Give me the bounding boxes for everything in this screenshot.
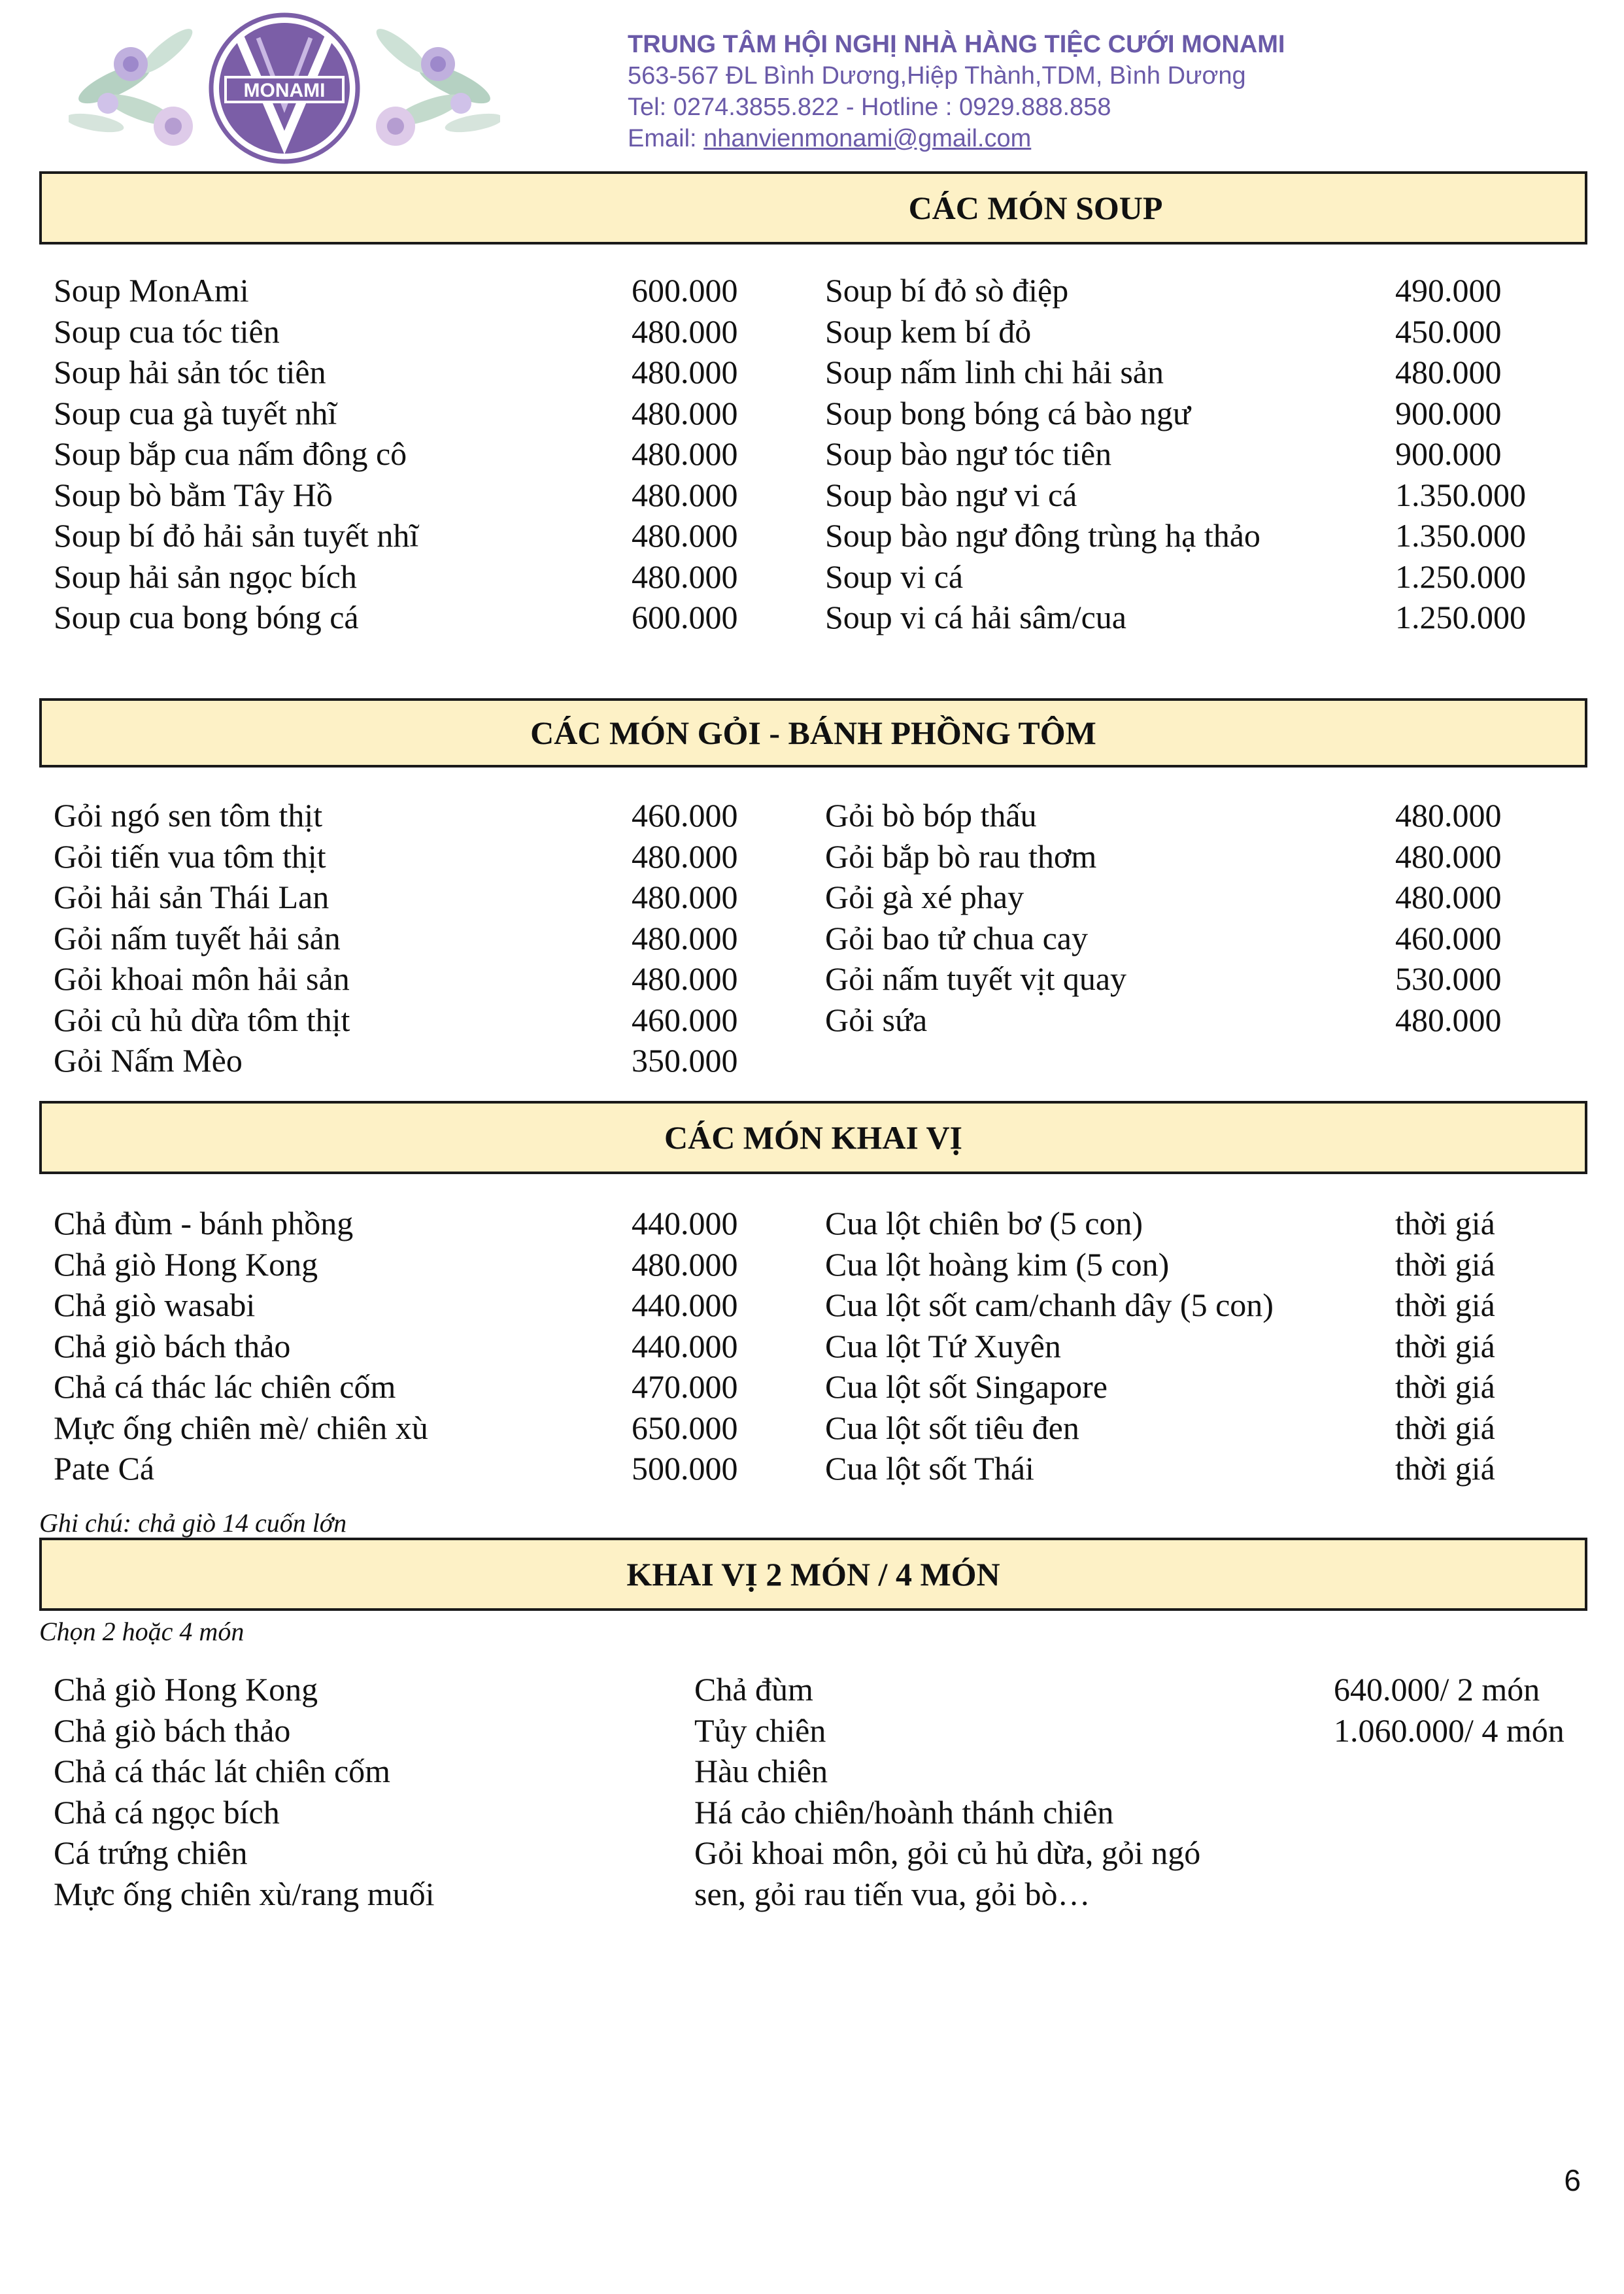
menu-item-price: 600.000 [632,272,738,309]
list-item: Chả giò bách thảo [54,1712,291,1749]
menu-item-name: Gỏi gà xé phay [825,879,1024,915]
menu-item-price: 440.000 [632,1287,738,1323]
menu-item [54,836,747,877]
menu-item [54,352,747,393]
menu-item-price: 480.000 [632,476,738,513]
menu-item [54,1366,747,1408]
menu-item-name: Cua lột chiên bơ (5 con) [825,1205,1143,1241]
menu-item [825,1326,1557,1367]
menu-item-price: 480.000 [632,354,738,390]
menu-item-price: 480.000 [632,879,738,915]
menu-item-price: 480.000 [1395,837,1502,875]
menu-item-price: 1.350.000 [1395,517,1526,554]
menu-item [825,556,1557,598]
menu-item [825,352,1557,393]
section-header-khai-vi [39,1101,1587,1174]
menu-item [825,515,1557,556]
svg-text:MONAMI: MONAMI [243,80,326,101]
menu-item-price: 480.000 [1395,354,1502,390]
menu-item [825,1000,1557,1041]
menu-item-name: Cua lột sốt cam/chanh dây (5 con) [825,1287,1274,1323]
menu-item-price: 440.000 [632,1327,738,1364]
menu-item [54,1000,747,1041]
menu-item-name: Gỏi Nấm Mèo [54,1042,243,1079]
menu-item [54,311,747,352]
menu-item-name: Soup vi cá hải sâm/cua [825,599,1126,635]
menu-item-price: 650.000 [632,1409,738,1446]
menu-item-name: Gỏi tiến vua tôm thịt [54,837,326,875]
menu-item-name: Soup bí đỏ hải sản tuyết nhĩ [54,517,419,554]
menu-item-name: Chả giò wasabi [54,1287,256,1323]
menu-item-price: 470.000 [632,1368,738,1405]
khai-vi-2-4-col2 [694,1669,1200,1914]
section-header-khai-vi-2-4 [39,1538,1587,1611]
menu-item [54,918,747,959]
menu-item [825,597,1557,638]
menu-item-name: Soup bò bằm Tây Hồ [54,476,333,513]
menu-item-name: Soup MonAmi [54,272,249,309]
menu-item-name: Soup vi cá [825,558,964,595]
menu-item-name: Gỏi nấm tuyết hải sản [54,919,341,956]
menu-item-price: 480.000 [632,517,738,554]
menu-item [825,270,1557,311]
menu-item-price: thời giá [1395,1245,1495,1283]
goi-right-list [825,795,1557,1040]
khai-vi-2-4-prices [1334,1669,1565,1751]
company-phone: Tel: 0274.3855.822 - Hotline : 0929.888.858 [628,93,1111,121]
company-address: 563-567 ĐL Bình Dương,Hiệp Thành,TDM, Bình Dương [628,62,1246,90]
section-title-soup: CÁC MÓN SOUP [908,190,1163,226]
list-item: Mực ống chiên xù/rang muối [54,1875,435,1912]
list-item: Hàu chiên [694,1753,828,1789]
email-label: Email: [628,125,704,152]
menu-item-name: Pate Cá [54,1450,155,1487]
section-title-khai-vi-2-4: KHAI VỊ 2 MÓN / 4 MÓN [626,1556,1000,1593]
menu-item [825,1448,1557,1489]
menu-item-name: Gỏi sứa [825,1001,928,1038]
menu-item [54,877,747,918]
menu-item-price: 1.250.000 [1395,558,1526,595]
menu-item-price: 460.000 [632,1001,738,1038]
menu-item [825,1285,1557,1326]
soup-right-list [825,270,1557,638]
menu-item-name: Soup nấm linh chi hải sản [825,354,1164,390]
menu-item [54,1448,747,1489]
menu-item-price: 480.000 [632,558,738,595]
menu-item [54,597,747,638]
menu-item-price: 350.000 [632,1042,738,1079]
list-item: sen, gỏi rau tiến vua, gỏi bò… [694,1875,1091,1912]
menu-item-price: 480.000 [1395,879,1502,915]
list-item: Tủy chiên [694,1712,826,1749]
menu-item-price: 460.000 [632,797,738,834]
menu-item-name: Chả đùm - bánh phồng [54,1205,354,1241]
monami-logo [69,12,500,165]
soup-left-list [54,270,747,638]
menu-item-price: 900.000 [1395,394,1502,431]
menu-item [825,836,1557,877]
menu-item-name: Cua lột sốt Singapore [825,1368,1108,1405]
menu-item-price: thời giá [1395,1205,1495,1241]
section-title-khai-vi: CÁC MÓN KHAI VỊ [664,1119,963,1156]
menu-item-name: Gỏi khoai môn hải sản [54,960,350,997]
menu-item-price: 480.000 [1395,797,1502,834]
page-number: 6 [1564,2163,1581,2197]
company-name: TRUNG TÂM HỘI NGHỊ NHÀ HÀNG TIỆC CƯỚI MONAMI [628,31,1285,58]
menu-item-price: 460.000 [1395,919,1502,956]
menu-item [825,433,1557,475]
menu-item [825,311,1557,352]
menu-item [54,270,747,311]
menu-item-name: Soup cua gà tuyết nhĩ [54,394,337,431]
menu-item-name: Soup bí đỏ sò điệp [825,272,1069,309]
email-link[interactable]: nhanvienmonami@gmail.com [703,125,1032,152]
menu-item-price: 600.000 [632,599,738,635]
menu-item [825,958,1557,1000]
menu-item [825,918,1557,959]
menu-item-name: Gỏi bò bóp thấu [825,797,1037,834]
menu-item-name: Gỏi hải sản Thái Lan [54,879,330,915]
menu-item-price: 1.250.000 [1395,599,1526,635]
menu-item [54,515,747,556]
menu-item-name: Soup cua bong bóng cá [54,599,359,635]
menu-item-name: Cua lột sốt Thái [825,1450,1034,1487]
menu-item-price: 900.000 [1395,435,1502,472]
list-item: 640.000/ 2 món [1334,1671,1540,1708]
list-item: Chả giò Hong Kong [54,1671,318,1708]
list-item: Gỏi khoai môn, gỏi củ hủ dừa, gỏi ngó [694,1834,1201,1871]
menu-item [825,1244,1557,1285]
menu-item-name: Soup kem bí đỏ [825,312,1032,350]
list-item: Chả cá thác lát chiên cốm [54,1753,391,1789]
list-item: Chả đùm [694,1671,813,1708]
menu-item [54,1203,747,1244]
menu-item-name: Gỏi nấm tuyết vịt quay [825,960,1127,997]
menu-item-price: 530.000 [1395,960,1502,997]
list-item: Cá trứng chiên [54,1834,248,1871]
menu-item-price: 490.000 [1395,272,1502,309]
menu-item-price: 480.000 [632,312,738,350]
menu-item-price: 480.000 [632,1245,738,1283]
menu-item-price: thời giá [1395,1450,1495,1487]
menu-item-name: Soup hải sản tóc tiên [54,354,326,390]
menu-item-price: thời giá [1395,1327,1495,1364]
menu-item-name: Gỏi bắp bò rau thơm [825,837,1097,875]
menu-item-price: 450.000 [1395,312,1502,350]
khai-vi-2-4-note: Chọn 2 hoặc 4 món [39,1617,245,1646]
menu-item-price: 480.000 [632,960,738,997]
menu-item [825,393,1557,434]
menu-item [825,1408,1557,1449]
goi-left-list [54,795,747,1081]
menu-item [54,1408,747,1449]
menu-item-name: Gỏi củ hủ dừa tôm thịt [54,1001,350,1038]
menu-item-price: thời giá [1395,1368,1495,1405]
menu-item-name: Soup cua tóc tiên [54,312,280,350]
menu-item [54,433,747,475]
menu-item [825,1203,1557,1244]
menu-item [54,1285,747,1326]
list-item: 1.060.000/ 4 món [1334,1712,1565,1749]
menu-item-name: Soup bong bóng cá bào ngư [825,394,1191,431]
khai-vi-left-list [54,1203,747,1489]
menu-item [54,1244,747,1285]
menu-item [825,475,1557,516]
menu-item [54,556,747,598]
menu-item [825,795,1557,836]
menu-item-price: 480.000 [632,394,738,431]
menu-item-name: Chả giò bách thảo [54,1327,291,1364]
section-header-soup [39,171,1587,245]
menu-item-name: Soup bào ngư tóc tiên [825,435,1112,472]
section-title-goi: CÁC MÓN GỎI - BÁNH PHỒNG TÔM [530,715,1096,751]
company-email-line [628,123,1285,154]
menu-item-price: 1.350.000 [1395,476,1526,513]
menu-item-price: 500.000 [632,1450,738,1487]
menu-item [54,958,747,1000]
menu-item-price: thời giá [1395,1287,1495,1323]
menu-item-name: Gỏi bao tử chua cay [825,919,1088,956]
menu-item-name: Gỏi ngó sen tôm thịt [54,797,323,834]
menu-item-price: 480.000 [632,919,738,956]
menu-item [54,475,747,516]
menu-item-name: Soup bào ngư vi cá [825,476,1077,513]
menu-item-name: Mực ống chiên mè/ chiên xù [54,1409,428,1446]
list-item: Há cảo chiên/hoành thánh chiên [694,1793,1114,1830]
list-item: Chả cá ngọc bích [54,1793,280,1830]
menu-item-price: 480.000 [1395,1001,1502,1038]
menu-item [825,877,1557,918]
menu-item-name: Cua lột hoàng kim (5 con) [825,1245,1170,1283]
menu-item-price: 480.000 [632,837,738,875]
menu-item-price: 440.000 [632,1205,738,1241]
menu-item-price: 480.000 [632,435,738,472]
menu-item-name: Cua lột sốt tiêu đen [825,1409,1079,1446]
menu-item [54,1040,747,1081]
menu-item-name: Soup bắp cua nấm đông cô [54,435,407,472]
menu-item-name: Cua lột Tứ Xuyên [825,1327,1061,1364]
section-header-goi [39,698,1587,767]
khai-vi-2-4-col1 [54,1669,435,1914]
menu-item-price: thời giá [1395,1409,1495,1446]
khai-vi-right-list [825,1203,1557,1489]
header-contact-block [628,29,1285,154]
menu-item [54,795,747,836]
menu-item [54,393,747,434]
menu-item [54,1326,747,1367]
menu-item [825,1366,1557,1408]
menu-item-name: Soup hải sản ngọc bích [54,558,357,595]
menu-item-name: Soup bào ngư đông trùng hạ thảo [825,517,1260,554]
khai-vi-note: Ghi chú: chả giò 14 cuốn lớn [39,1508,347,1538]
menu-item-name: Chả cá thác lác chiên cốm [54,1368,396,1405]
menu-item-name: Chả giò Hong Kong [54,1245,318,1283]
